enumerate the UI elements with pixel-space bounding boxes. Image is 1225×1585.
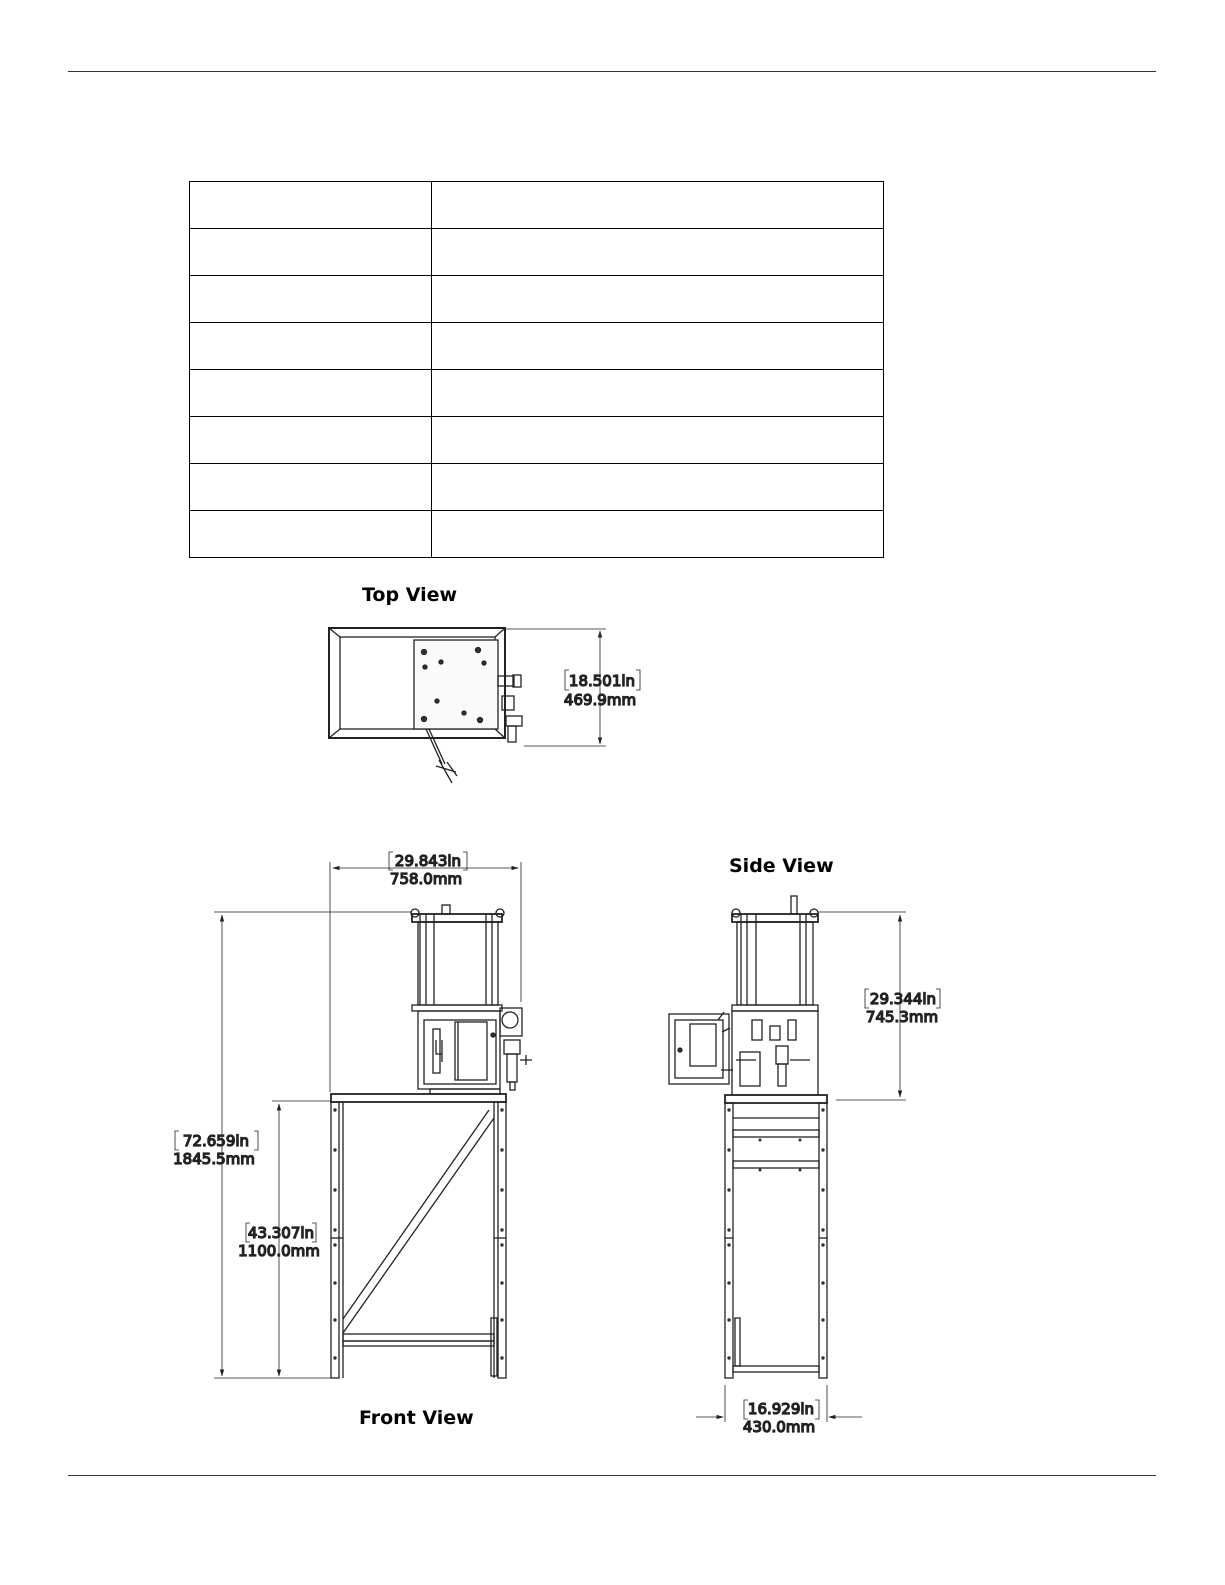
overall-height-in: 72.659in <box>182 1132 250 1150</box>
top-depth-mm: 469.9mm <box>563 691 637 709</box>
front-width-in: 29.843in <box>394 852 462 870</box>
side-width-in: 16.929in <box>747 1400 815 1418</box>
overall-height-mm: 1845.5mm <box>173 1150 255 1168</box>
side-view-title: Side View <box>729 855 834 877</box>
side-width-mm: 430.0mm <box>742 1418 816 1436</box>
stand-height-in: 43.307in <box>247 1224 315 1242</box>
front-view-drawing <box>175 852 532 1378</box>
front-view-title: Front View <box>359 1407 474 1429</box>
side-view-drawing <box>669 896 940 1422</box>
stand-height-mm: 1100.0mm <box>238 1242 320 1260</box>
unit-height-mm: 745.3mm <box>865 1008 939 1026</box>
front-width-mm: 758.0mm <box>389 870 463 888</box>
top-view-title: Top View <box>362 584 458 606</box>
unit-height-in: 29.344in <box>869 990 937 1008</box>
top-depth-in: 18.501in <box>568 672 636 690</box>
